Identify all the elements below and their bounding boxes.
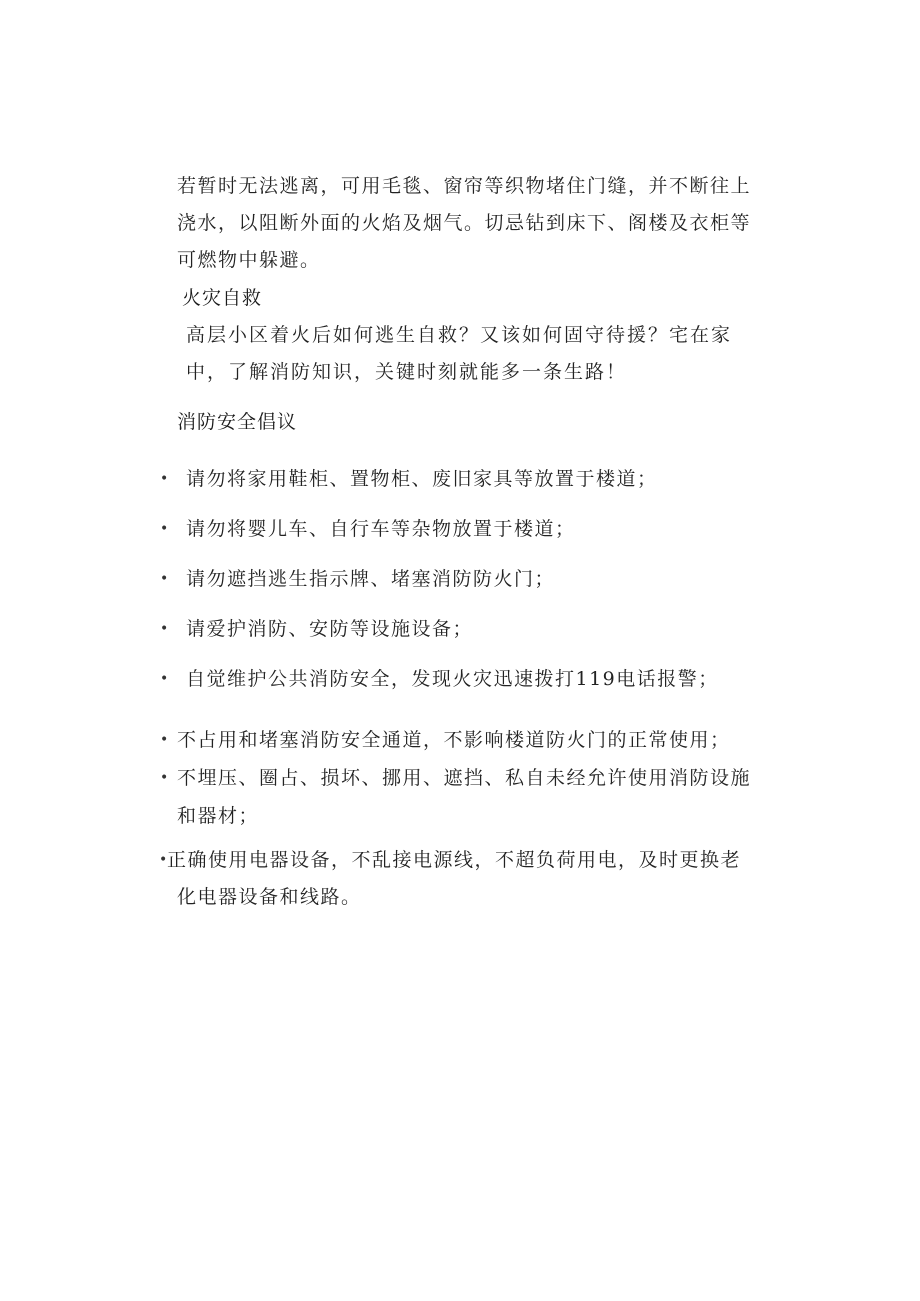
- section-heading-fire-self-rescue: 火灾自救: [182, 287, 263, 309]
- bullet-icon: •: [160, 571, 169, 587]
- section-heading-fire-safety-proposal: 消防安全倡议: [177, 411, 298, 433]
- list-item-text-line-2: 和器材；: [177, 805, 260, 827]
- intro-line-1: 若暂时无法逃离，可用毛毯、窗帘等织物堵住门缝，并不断往上: [177, 175, 752, 197]
- list-item-text: 请爱护消防、安防等设施设备；: [186, 618, 474, 640]
- bullet-icon: •: [160, 471, 169, 487]
- bullet-icon: •: [160, 521, 169, 537]
- bullet-icon: •: [160, 770, 169, 786]
- intro-line-2: 浇水，以阻断外面的火焰及烟气。切忌钻到床下、阁楼及衣柜等: [177, 212, 752, 234]
- list-item-text-line-2: 化电器设备和线路。: [177, 886, 362, 908]
- list-item-text: 不占用和堵塞消防安全通道，不影响楼道防火门的正常使用；: [177, 729, 731, 751]
- list-item-text: 请勿将家用鞋柜、置物柜、废旧家具等放置于楼道；: [186, 468, 658, 490]
- list-item-text: 自觉维护公共消防安全，发现火灾迅速拨打119电话报警；: [186, 668, 719, 690]
- section1-line-2: 中，了解消防知识，关键时刻就能多一条生路！: [186, 361, 628, 383]
- intro-line-3: 可燃物中躲避。: [177, 249, 321, 271]
- bullet-icon: •: [160, 671, 169, 687]
- list-item-text-line-1: 不埋压、圈占、损坏、挪用、遮挡、私自未经允许使用消防设施: [177, 767, 752, 789]
- bullet-icon: •: [160, 621, 169, 637]
- list-item-text: 请勿遮挡逃生指示牌、堵塞消防防火门；: [186, 568, 556, 590]
- bullet-icon: •: [160, 732, 169, 748]
- list-item-text: 请勿将婴儿车、自行车等杂物放置于楼道；: [186, 518, 576, 540]
- bullet-icon: •: [159, 852, 168, 868]
- list-item-text-line-1: 正确使用电器设备，不乱接电源线，不超负荷用电，及时更换老: [167, 849, 742, 871]
- section1-line-1: 高层小区着火后如何逃生自救？又该如何固守待援？宅在家: [186, 324, 733, 346]
